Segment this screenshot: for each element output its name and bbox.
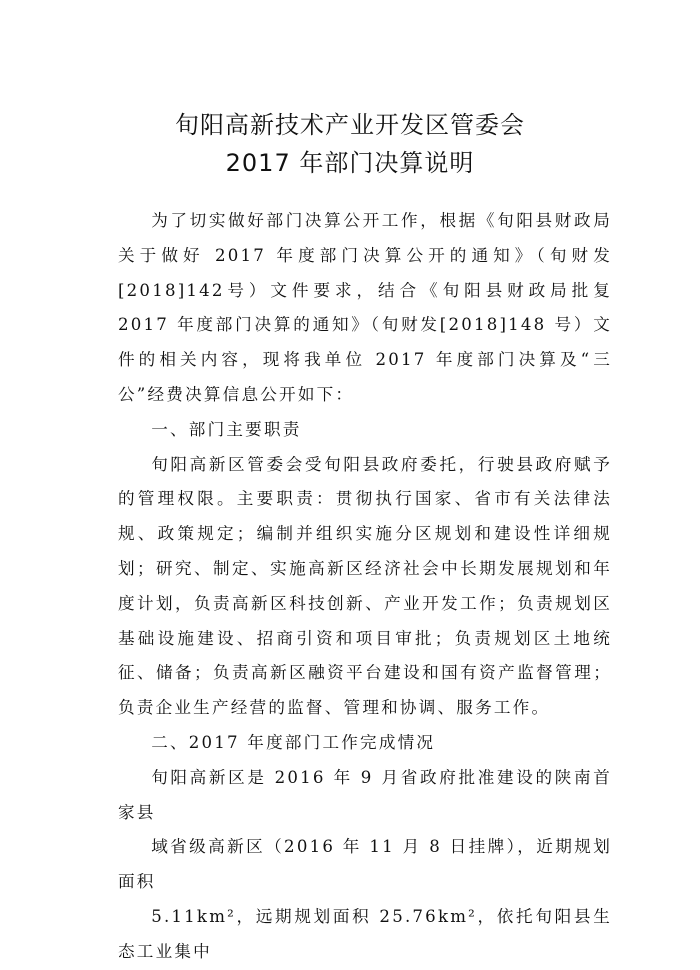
section-2-paragraph	[118, 761, 612, 970]
section-2-line-2: 域省级高新区（2016 年 11 月 8 日挂牌），近期规划面积	[118, 837, 612, 892]
document-body	[118, 204, 612, 970]
document-title-line-1: 旬阳高新技术产业开发区管委会	[175, 111, 525, 139]
document-title-line-2: 2017 年部门决算说明	[225, 149, 475, 177]
section-1-paragraph: 旬阳高新区管委会受旬阳县政府委托，行驶县政府赋予的管理权限。主要职责：贯彻执行国家、省市有关法律法规、政策规定；编制并组织实施分区规划和建设性详细规划；研究、制定、实施高新区经济社会中长期发展规划和年度计划，负责高新区科技创新、产业开发工作；负责规划区基础设施建设、招商引资和项目审批；负责规划区土地统征、储备；负责高新区融资平台建设和国有资产监督管理；负责企业生产经营的监督、管理和协调、服务工作。	[118, 454, 612, 718]
intro-paragraph: 为了切实做好部门决算公开工作，根据《旬阳县财政局关于做好 2017 年度部门决算公开的通知》（旬财发[2018]142号）文件要求，结合《旬阳县财政局批复 2017 年度部门决算的通知》（旬财发[2018]148 号）文件的相关内容，现将我单位 2017 年度部门决算及“三公”经费决算信息公开如下：	[118, 211, 612, 404]
section-2-line-3: 5.11km²，远期规划面积 25.76km²，依托旬阳县生态工业集中	[118, 906, 612, 961]
section-2-heading: 二、2017 年度部门工作完成情况	[151, 732, 436, 752]
section-1-heading: 一、部门主要职责	[151, 419, 302, 439]
section-2-line-1: 旬阳高新区是 2016 年 9 月省政府批准建设的陕南首家县	[118, 767, 612, 822]
